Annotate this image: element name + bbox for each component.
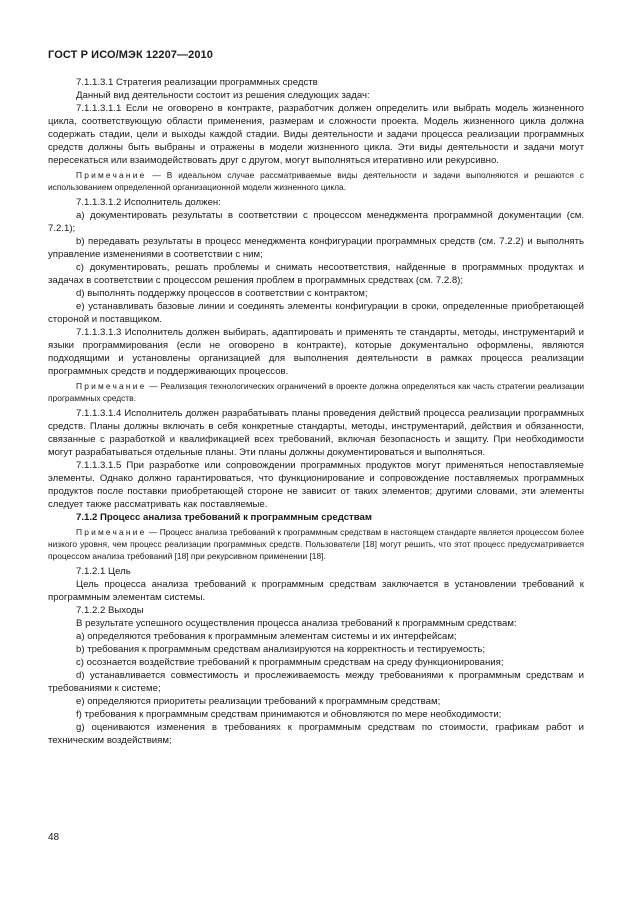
list-item: b) требования к программным средствам анализируются на корректность и тестируемость;	[76, 644, 486, 656]
list-item: f) требования к программным средствам принимаются и обновляются по мере необходимости;	[76, 709, 502, 721]
list-item: а) определяются требования к программным элементам системы и их интерфейсам;	[76, 631, 457, 643]
note	[48, 381, 584, 404]
note-label: Примечание	[76, 381, 147, 392]
list-item: с) документировать, решать проблемы и снимать несоответствия, найденные в программных продуктах и задачах в соответствии с процессом решения проблем в программных средствах (см. 7.2.8);	[48, 262, 584, 287]
paragraph: 7.1.1.3.1.4 Исполнитель должен разрабатывать планы проведения действий процесса реализации программных средств. Планы должны включать в себя конкретные стандарты, методы, инструментарий, действия и обязанности, связанные с разработкой и квалификацией всех требований, включая безопасность и защиту. При необходимости могут разрабатываться отдельные планы. Эти планы должны документироваться и выполняться.	[48, 408, 584, 459]
list-item: d) выполнять поддержку процессов в соответствии с контрактом;	[76, 288, 368, 300]
note	[48, 170, 584, 193]
note-text: — Реализация технологических ограничений в проекте должна определяться как часть стратегии реализации программных средств.	[48, 381, 585, 403]
list-item: е) определяются приоритеты реализации требований к программным средствам;	[76, 696, 441, 708]
paragraph: В результате успешного осуществления процесса анализа требований к программным средствам:	[76, 618, 517, 630]
document-body	[48, 76, 584, 747]
paragraph: Цель процесса анализа требований к программным средствам заключается в установлении требований к программным элементам системы.	[48, 579, 584, 604]
list-item: е) устанавливать базовые линии и соединять элементы конфигурации в сроки, определенные приобретающей стороной и поставщиком.	[48, 301, 584, 326]
note-text: — Процесс анализа требований к программным средствам в настоящем стандарте является процессом более низкого уровня, чем процесс реализации программных средств. Пользователи [18] могут решить, что этот процесс предусматривается процессом анализа требований [18] при рекурсивном применении [18].	[48, 527, 585, 561]
paragraph: 7.1.1.3.1.1 Если не оговорено в контракте, разработчик должен определить или выбрать модель жизненного цикла, соответствующую области применения, размерам и сложности проекта. Модель жизненного цикла должна содержать стадии, цели и выходы каждой стадии. Виды деятельности и задачи процесса реализации программных средств должны быть выбраны и отражены в модели жизненного цикла. Эти виды деятельности и задачи могут пересекаться или взаимодействовать друг с другом, могут выполняться итеративно или рекурсивно.	[48, 103, 584, 166]
page-header: ГОСТ Р ИСО/МЭК 12207—2010	[48, 49, 213, 61]
paragraph: 7.1.1.3.1.2 Исполнитель должен:	[76, 197, 221, 209]
list-item: с) осознается воздействие требований к программным средствам на среду функционирования;	[76, 657, 504, 669]
paragraph: 7.1.1.3.1.3 Исполнитель должен выбирать, адаптировать и применять те стандарты, методы, инструментарий и языки программирования (если не оговорено в контракте), которые документально оформлены, являются подходящими и установлены организацией для выполнения деятельности в рамках процесса реализации программных средств и поддерживающих процессов.	[48, 327, 584, 378]
list-item: g) оцениваются изменения в требованиях к программным средствам по стоимости, графикам работ и техническим воздействиям;	[48, 722, 584, 747]
list-item: d) устанавливается совместимость и прослеживаемость между требованиями к программным средствам и требованиями к системе;	[48, 670, 584, 695]
note	[48, 527, 584, 562]
paragraph: 7.1.1.3.1.5 При разработке или сопровождении программных продуктов могут применяться непоставляемые элементы. Однако должно гарантироваться, что функционирование и сопровождение поставляемых программных продуктов после поставки приобретающей стороне не зависит от таких элементов; другими словами, эти элементы следует также рассматривать как поставляемые.	[48, 460, 584, 511]
note-text: — В идеальном случае рассматриваемые виды деятельности и задачи выполняются и решаются с использованием определенной организационной модели жизненного цикла.	[48, 170, 584, 192]
list-item: b) передавать результаты в процесс менеджмента конфигурации программных средств (см. 7.2.2) и выполнять управление изменениями в соответствии с ним;	[48, 236, 584, 261]
paragraph: 7.1.1.3.1 Стратегия реализации программных средств	[76, 77, 318, 88]
section-heading: 7.1.2 Процесс анализа требований к программным средствам	[76, 512, 372, 524]
paragraph: 7.1.2.1 Цель	[76, 566, 131, 578]
page-number: 48	[48, 832, 60, 843]
paragraph: 7.1.2.2 Выходы	[76, 605, 144, 617]
note-label: Примечание	[76, 170, 147, 180]
note-label: Примечание	[76, 527, 147, 538]
list-item: а) документировать результаты в соответствии с процессом менеджмента программной документации (см. 7.2.1);	[48, 210, 584, 235]
paragraph: Данный вид деятельности состоит из решения следующих задач:	[76, 90, 370, 101]
